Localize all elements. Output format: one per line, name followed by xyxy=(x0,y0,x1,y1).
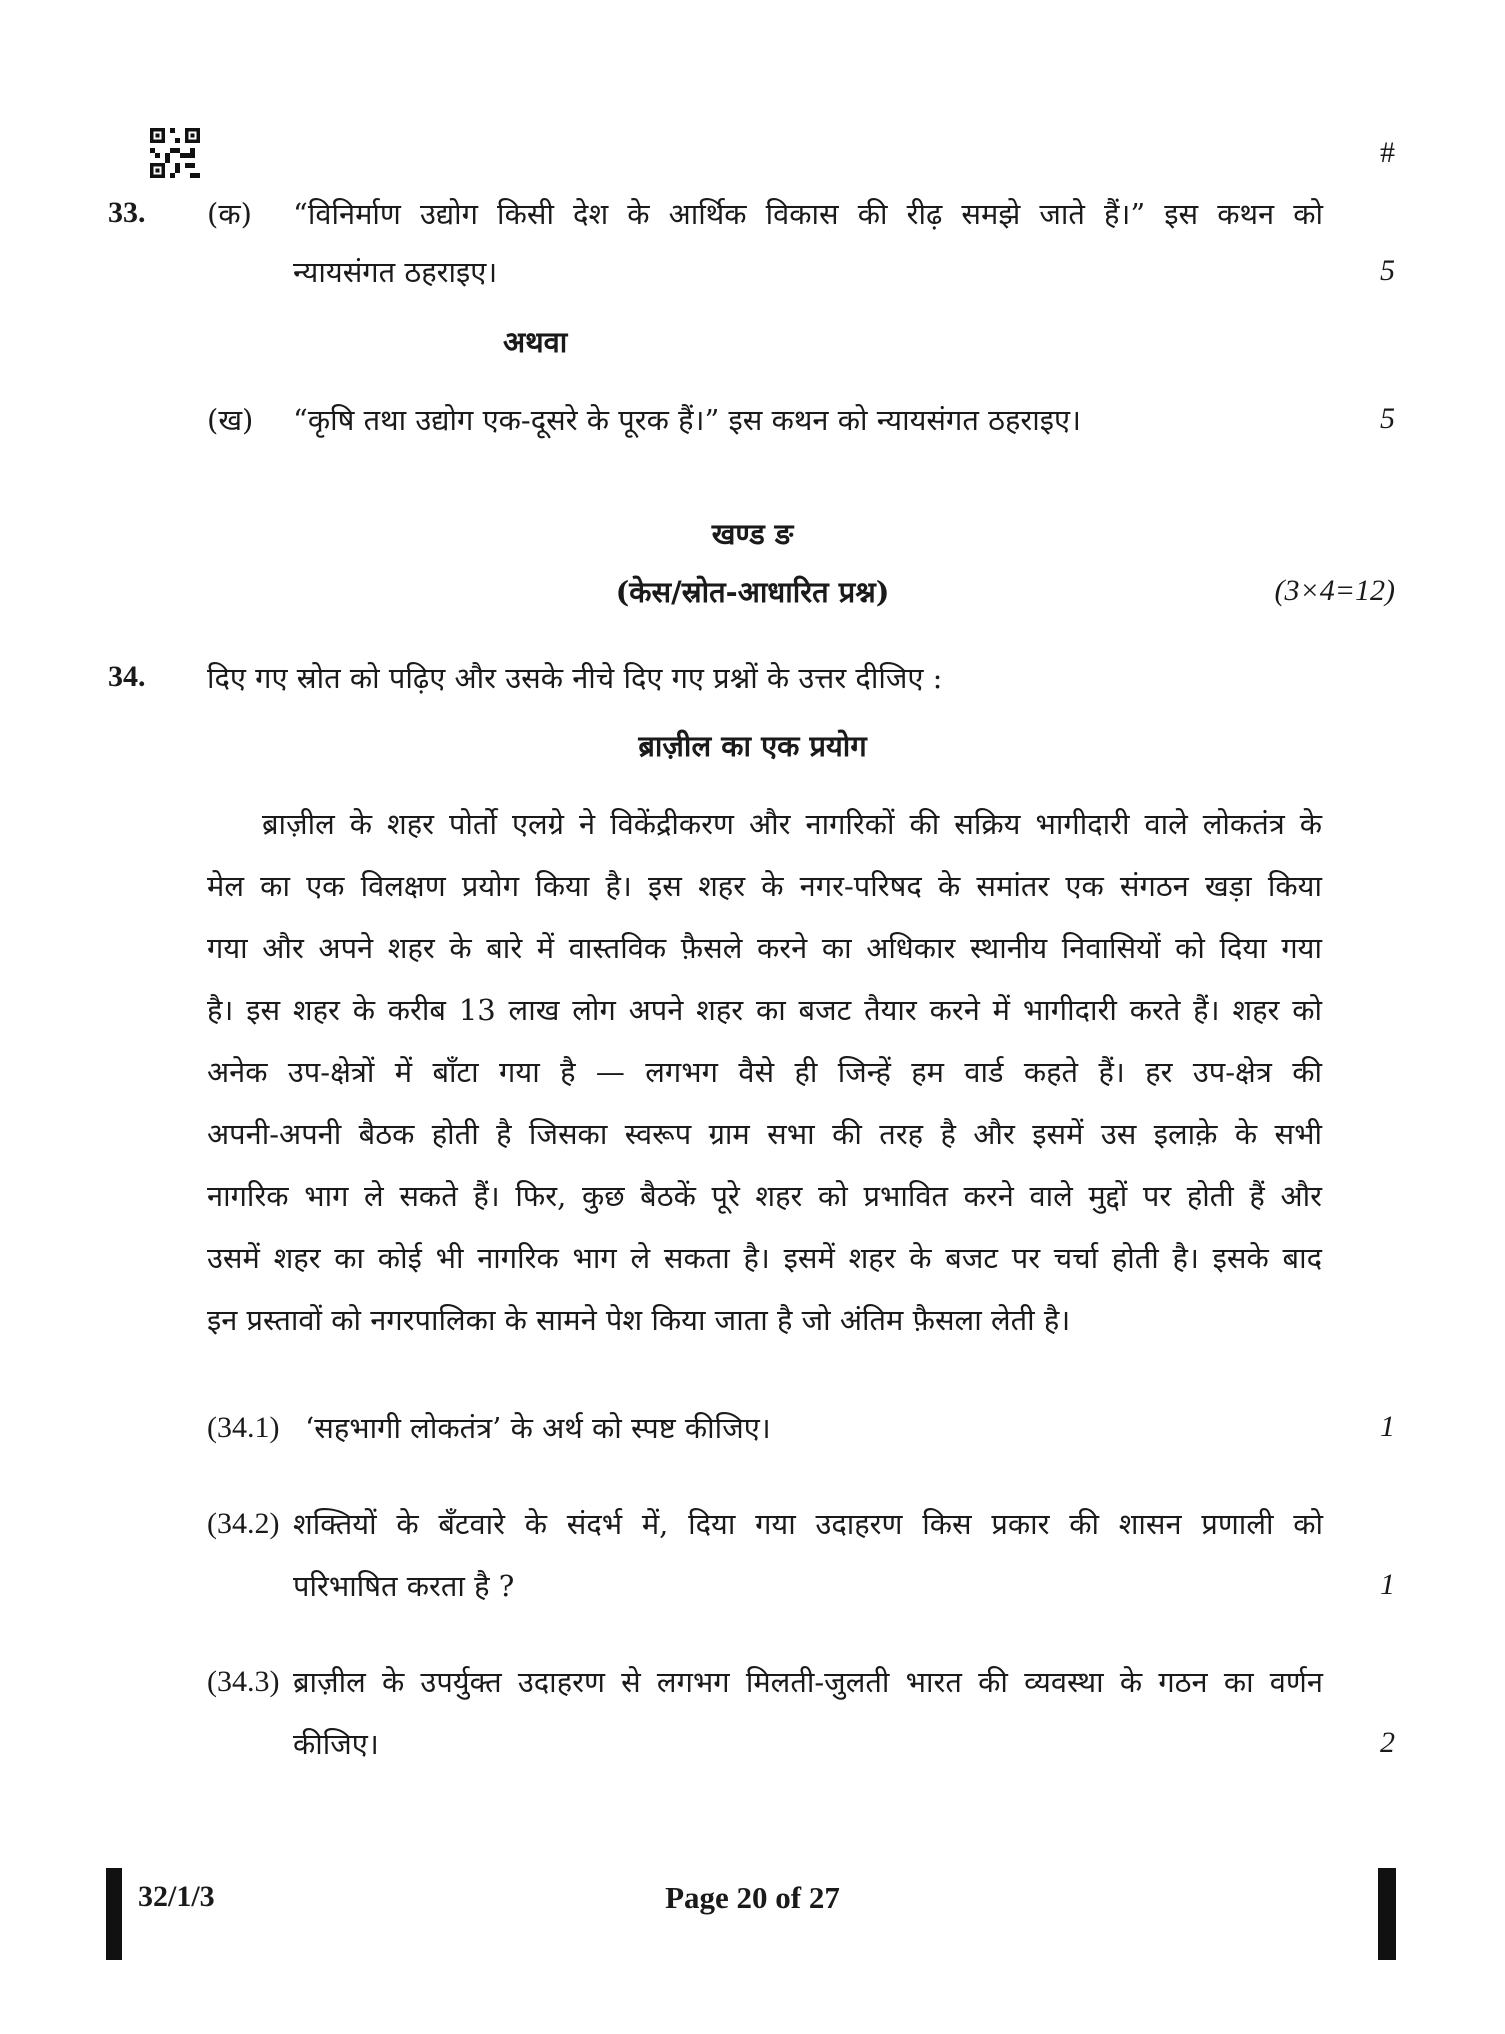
sub-question-34-2-line2: परिभाषित करता है ? xyxy=(293,1569,515,1603)
q33-option-a-label: (क) xyxy=(207,197,252,231)
q33-option-a-line1: “विनिर्माण उद्योग किसी देश के आर्थिक विकास की रीढ़ समझे जाते हैं।” इस कथन को xyxy=(293,197,1323,231)
passage-line: है। इस शहर के करीब 13 लाख लोग अपने शहर का बजट तैयार करने में भागीदारी करते हैं। शहर को xyxy=(207,993,1322,1027)
q33-option-b-label: (ख) xyxy=(207,403,254,437)
q33-option-a-marks: 5 xyxy=(1380,254,1395,287)
q33-option-b-text: “कृषि तथा उद्योग एक-दूसरे के पूरक हैं।” इस कथन को न्यायसंगत ठहराइए। xyxy=(293,403,1081,437)
section-subtitle: (केस/स्रोत-आधारित प्रश्न) xyxy=(615,575,890,609)
sub-question-34-2-marks: 1 xyxy=(1380,1568,1395,1601)
footer-paper-code: 32/1/3 xyxy=(138,1880,215,1913)
sub-question-34-1-label: (34.1) xyxy=(207,1411,280,1444)
sub-question-34-1-marks: 1 xyxy=(1380,1410,1395,1443)
passage-line: मेल का एक विलक्षण प्रयोग किया है। इस शहर के नगर-परिषद के समांतर एक संगठन खड़ा किया xyxy=(207,869,1322,903)
or-divider-text: अथवा xyxy=(503,325,568,359)
question-number-33: 33. xyxy=(108,196,146,229)
sub-question-34-2-line1: शक्तियों के बँटवारे के संदर्भ में, दिया गया उदाहरण किस प्रकार की शासन प्रणाली को xyxy=(293,1507,1323,1541)
q34-instruction: दिए गए स्रोत को पढ़िए और उसके नीचे दिए गए प्रश्नों के उत्तर दीजिए : xyxy=(207,661,943,695)
section-marks: (3×4=12) xyxy=(1274,574,1395,607)
hash-mark: # xyxy=(1380,136,1395,169)
q33-option-a-line2: न्यायसंगत ठहराइए। xyxy=(293,255,498,289)
section-title: खण्ड ङ xyxy=(711,517,794,551)
passage-title: ब्राज़ील का एक प्रयोग xyxy=(638,729,867,763)
sub-question-34-3-marks: 2 xyxy=(1380,1726,1395,1759)
question-number-34: 34. xyxy=(108,660,146,693)
footer-right-bar xyxy=(1378,1868,1396,1960)
passage-line: गया और अपने शहर के बारे में वास्तविक फ़ैसले करने का अधिकार स्थानीय निवासियों को दिया गया xyxy=(207,931,1322,965)
qr-code-icon xyxy=(150,128,200,178)
passage-line: ब्राज़ील के शहर पोर्तो एलग्रे ने विकेंद्रीकरण और नागरिकों की सक्रिय भागीदारी वाले लोकतंत्र के xyxy=(262,807,1322,841)
footer-page-number: Page 20 of 27 xyxy=(665,1880,840,1915)
passage-line: नागरिक भाग ले सकते हैं। फिर, कुछ बैठकें पूरे शहर को प्रभावित करने वाले मुद्दों पर होती हैं और xyxy=(207,1179,1322,1213)
q33-option-b-marks: 5 xyxy=(1380,402,1395,435)
sub-question-34-1-text: ‘सहभागी लोकतंत्र’ के अर्थ को स्पष्ट कीजिए। xyxy=(305,1411,771,1445)
sub-question-34-3-line2: कीजिए। xyxy=(293,1727,379,1761)
sub-question-34-3-label: (34.3) xyxy=(207,1665,280,1698)
passage-line: अनेक उप-क्षेत्रों में बाँटा गया है — लगभग वैसे ही जिन्हें हम वार्ड कहते हैं। हर उप-क्षेत्र की xyxy=(207,1055,1322,1089)
passage-line: इन प्रस्तावों को नगरपालिका के सामने पेश किया जाता है जो अंतिम फ़ैसला लेती है। xyxy=(207,1303,1071,1337)
passage-line: अपनी-अपनी बैठक होती है जिसका स्वरूप ग्राम सभा की तरह है और इसमें उस इलाक़े के सभी xyxy=(207,1117,1322,1151)
passage-line: उसमें शहर का कोई भी नागरिक भाग ले सकता है। इसमें शहर के बजट पर चर्चा होती है। इसके बाद xyxy=(207,1241,1322,1275)
sub-question-34-3-line1: ब्राज़ील के उपर्युक्त उदाहरण से लगभग मिलती-जुलती भारत की व्यवस्था के गठन का वर्णन xyxy=(293,1665,1323,1699)
sub-question-34-2-label: (34.2) xyxy=(207,1507,280,1540)
